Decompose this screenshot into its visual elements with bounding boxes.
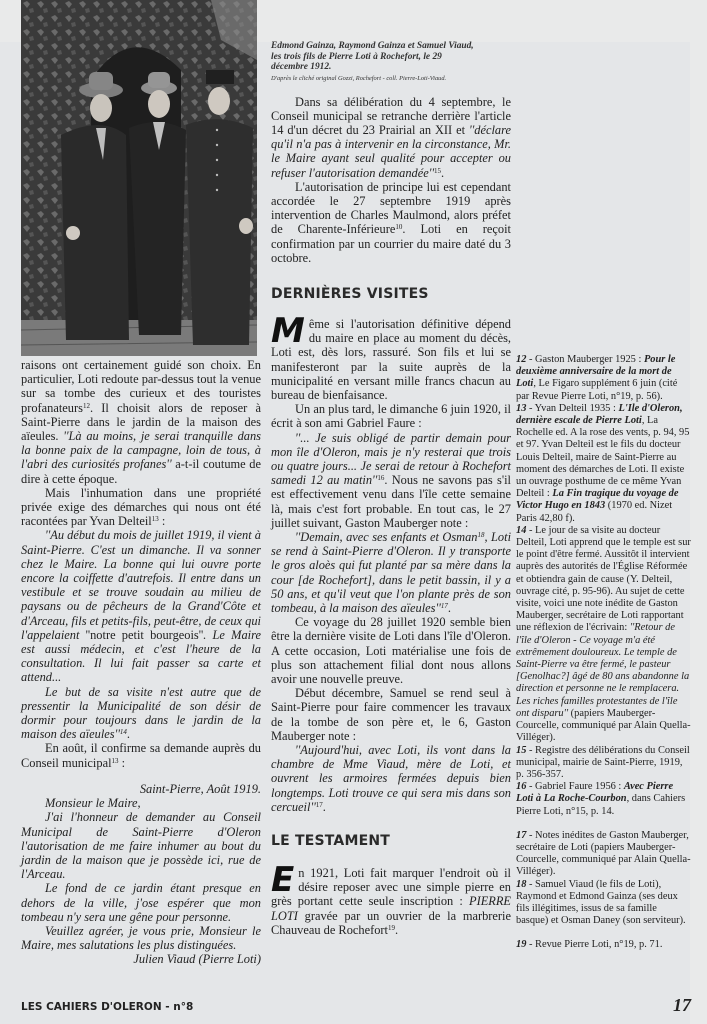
footnote-ref: 12 (82, 401, 90, 410)
footnote-18 (516, 879, 691, 928)
footnote-ref: 19 (387, 923, 395, 932)
footnote-15 (516, 745, 691, 782)
footnote-13 (516, 403, 691, 525)
quote: , Loti se rend à Saint-Pierre d'Oleron. Il y transporte le gros aloès qui fut planté par sa mère dans la cour [de Rochefort], dans le petit bassin, il y a 50 ans, et qu'il veut que l'on plante près de son tombeau, à la maison des aïeules'' (271, 529, 512, 615)
paragraph (271, 180, 511, 265)
letter-signature: Julien Viaud (Pierre Loti) (133, 952, 261, 967)
quote: ''Aujourd'hui, avec Loti, ils vont dans la chambre de Mme Viaud, mère de Loti, et ouvrent les armoires fermées depuis bien longtemps. Loti trouve ce qui sera mis dans son cercueil'' (271, 743, 511, 814)
footnote-number: 12 (516, 354, 527, 365)
text: a-t-il coutume de dire à cette époque. (21, 457, 261, 486)
footnote-text: - Notes inédites de Gaston Mauberger, secrétaire de Loti (papiers Mauberger-Courcelle, communiqué par Alain Quella-Villéger). (516, 829, 691, 878)
paragraph (21, 685, 261, 742)
quote: ''déclare qu'il n'a pas à intervenir en la circonstance, Mr. le Maire ayant seul qualité pour accepter ou refuser l'autorisation demandée'' (271, 122, 511, 180)
text: : (158, 514, 166, 529)
letter-paragraph: Veuillez agréer, je vous prie, Monsieur le Maire, mes salutations les plus distinguées. (21, 923, 261, 953)
footnote-number: 14 (516, 524, 527, 536)
footnote-text: , La Rochelle ed. A la rose des vents, p. 94, 95 et 97. Yvan Delteil est le fils du docteur Louis Delteil, maire de Saint-Pierre au moment des démarches de Loti. Il existe un ouvrage posthume de ce même Yvan Delteil : (516, 415, 690, 500)
middle-column (271, 41, 511, 937)
text: Mais l'inhumation dans une propriété privée exige des démarches qui nous ont été racontées par Yvan Delteil (21, 485, 261, 529)
footnote-text: - Registre des délibérations du Conseil municipal, mairie de Saint-Pierre, 1919, p. 356-357. (516, 744, 690, 780)
footnote-ref: 17 (315, 800, 323, 809)
section-heading-dernieres-visites: DERNIÈRES VISITES (271, 285, 429, 302)
paragraph (21, 358, 261, 486)
page-number: 17 (673, 995, 691, 1015)
footnote-ref: 16 (377, 474, 385, 483)
paragraph (271, 530, 511, 615)
inscription: PIERRE LOTI (271, 894, 511, 923)
left-column (21, 358, 261, 967)
paragraph (21, 486, 261, 529)
caption-title: Edmond Gainza, Raymond Gainza et Samuel Viaud, les trois fils de Pierre Loti à Rochefort, le 29 décembre 1912. (271, 41, 474, 72)
footnote-title: Pour le deuxième anniversaire de la mort de Loti (516, 354, 676, 390)
text: . (441, 165, 445, 180)
paragraph (271, 95, 511, 180)
photo-three-men-icon (21, 0, 257, 356)
footnote-text: , dans Cahiers Pierre Loti, n°15, p. 14. (516, 793, 686, 817)
quote: ''... Je suis obligé de partir demain pour mon île d'Oleron, mais je n'y resterai que trois ou quatre jours... Je serai de retour à Rochefort samedi 12 au matin'' (271, 430, 511, 488)
quote: . Le Maire est aussi médecin, et c'est l'heure de la consultation. Il lui fait passer sa carte et attend... (21, 627, 261, 685)
letter-salutation: Monsieur le Maire, (45, 796, 141, 811)
publication-footer: LES CAHIERS D'OLERON - n°8 (21, 1001, 194, 1013)
footnote-text: - Gabriel Faure 1956 : (526, 781, 624, 793)
footnote-text: (papiers Mauberger-Courcelle, communiqué par Alain Quella-Villéger). (516, 707, 691, 744)
letter-date: Saint-Pierre, Août 1919. (139, 781, 261, 796)
footnote-ref: 13 (111, 756, 119, 765)
footnote-text: (1970 ed. Nizet Paris 42,80 f). (516, 500, 673, 524)
footnote-ref: 15 (434, 166, 442, 175)
quote: ''Là au moins, je serai tranquille dans la bonne paix de la campagne, loin de tous, à l'abri des curiosités profanes'' (21, 429, 261, 472)
paragraph (21, 741, 261, 769)
text: . (394, 922, 399, 937)
text: L'autorisation de principe lui est cependant accordée le 27 septembre 1919 après intervention de Charles Maulmond, alors préfet de Charente-Inférieure (271, 179, 511, 237)
text: . Nous ne savons pas s'il est effectivement venu dans l'île cette semaine là, mais c'est fort probable. En tout cas, le 27 juillet suivant, Gaston Mauberger note : (271, 473, 511, 530)
footnote-text: - Le jour de sa visite au docteur Delteil, Loti apprend que le temple est sur le point d'être fermé. Aussitôt il intervient auprès des autorités de l'Église Réformée et obtiendra gain de cause (Y. Delteil, ouvrage cité, p. 95-96). Au sujet de cette visite, voici une note inédite de Gaston Mauberger, secrétaire de Loti rapportant une réflexion de l'écrivain: (516, 524, 691, 634)
footnote-ref: 14 (119, 728, 127, 737)
footnote-ref: 17 (440, 602, 448, 610)
paragraph (271, 310, 511, 402)
footnote-text: - Samuel Viaud (le fils de Loti), Raymond et Edmond Gainza (ses deux fils illégitimes, issus de sa famille basque) et Osman Daney (son serviteur). (516, 878, 686, 927)
footnote-title: L'Ile d'Oleron, dernière escale de Pierre Loti (516, 402, 683, 427)
paragraph (271, 860, 511, 937)
paragraph: Un an plus tard, le dimanche 6 juin 1920, il écrit à son ami Gabriel Faure : (271, 402, 511, 431)
footnote-17 (516, 830, 691, 879)
footnote-number: 13 (516, 402, 527, 414)
text: . (447, 601, 451, 615)
paragraph: Ce voyage du 28 juillet 1920 semble bien être la dernière visite de Loti dans l'île d'Oleron. A cette occasion, Loti matérialise une fois de plus son attachement filial dont nous allons avoir une nouvelle preuve. (271, 615, 511, 687)
drop-cap: M (271, 310, 305, 351)
paragraph (271, 743, 511, 814)
text: : (118, 755, 126, 770)
paragraph (271, 431, 511, 530)
footnote-ref: 18 (477, 530, 485, 539)
photo-three-sons (21, 0, 257, 356)
footnote-number: 19 (516, 939, 527, 951)
paragraph: Début décembre, Samuel se rend seul à Saint-Pierre pour faire commencer les travaux de la tombe de son père et, le 6, Gaston Mauberger note : (271, 686, 511, 743)
footnote-ref: 13 (151, 515, 159, 524)
text: ême si l'autorisation définitive dépend du maire en place au moment du décès, Loti est, dès lors, rassuré. Son fils et lui se manifesteront par la suite auprès de la municipalité en versant mille francs chacun au bureau de bienfaisance. (271, 316, 511, 402)
text: Dans sa délibération du 4 septembre, le Conseil municipal se retranche derrière l'article 14 d'un décret du 23 Prairial an XII et (271, 94, 511, 137)
text: . Loti en reçoit confirmation par un courrier du maire daté du 3 octobre. (271, 222, 511, 265)
footnote-12 (516, 354, 691, 403)
caption-credit: D'après le cliché original Gozzi, Rochefort - coll. Pierre-Loti-Viaud. (271, 74, 447, 82)
section-heading-le-testament: LE TESTAMENT (271, 833, 391, 850)
quote: Le but de sa visite n'est autre que de pressentir la Municipalité de son désir de dormir pour toujours dans le jardin de la maison des aïeules'' (21, 684, 261, 742)
text: En août, il confirme sa demande auprès du Conseil municipal (21, 741, 261, 770)
footnote-text: - Revue Pierre Loti, n°19, p. 71. (526, 939, 663, 951)
footnote-text: , Le Figaro supplément 6 juin (cité par Revue Pierre Loti, n°19, p. 56). (516, 378, 678, 402)
footnote-title: La Fin tragique du voyage de Victor Hugo en 1843 (516, 488, 679, 512)
text: . (126, 727, 131, 742)
text: . (322, 799, 326, 814)
quote: ''Demain, avec ses enfants et Osman (295, 529, 478, 544)
footnote-number: 16 (516, 781, 527, 793)
letter-paragraph: J'ai l'honneur de demander au Conseil Municipal de Saint-Pierre d'Oleron l'autorisation de me faire inhumer au bout du jardin de la maison que je possède ici, rue de l'Arceau. (21, 810, 261, 882)
text: n 1921, Loti fait marquer l'endroit où il désire reposer avec une simple pierre en grès portant cette seule inscription : (271, 866, 511, 909)
footnotes-column (516, 354, 691, 952)
text: gravée par un ouvrier de la marbrerie Chauveau de Rochefort (271, 908, 511, 937)
drop-cap: E (271, 860, 295, 901)
footnote-number: 15 (516, 744, 527, 756)
footnote-16 (516, 781, 691, 818)
footnote-number: 17 (516, 829, 527, 841)
footnote-ref: 10 (395, 223, 403, 232)
text: raisons ont certainement guidé son choix. En particulier, Loti redoute par-dessus tout la venue sur sa tombe des curieux et des touristes profanateurs (21, 358, 261, 415)
paragraph (21, 528, 261, 684)
photo-caption (271, 41, 476, 83)
text: . Il choisit alors de reposer à Saint-Pierre dans le jardin de la maison des aïeules. (21, 400, 261, 444)
footnote-number: 18 (516, 878, 527, 890)
quote-roman: ''notre petit bourgeois'' (85, 627, 204, 642)
footnote-14 (516, 525, 691, 745)
footnote-text: - Yvan Delteil 1935 : (526, 402, 619, 414)
footnote-title: ''Retour de l'île d'Oleron - Ce voyage m'a été extrêmement douloureux. Le temple de Saint-Pierre va être fermé, le pasteur [Genolhac?] âgé de 80 ans abandonne la direction et personne ne le remplacera. Les riches familles protestantes de l'île ont disparu'' (516, 622, 690, 719)
footnote-19 (516, 939, 691, 951)
letter-paragraph: Le fond de ce jardin étant presque en dehors de la ville, j'ose espérer que mon tombeau n'y sera une gêne pour personne. (21, 881, 261, 924)
footnote-title: Avec Pierre Loti à La Roche-Courbon (516, 781, 674, 805)
footnote-text: - Gaston Mauberger 1925 : (526, 354, 644, 365)
quote: ''Au début du mois de juillet 1919, il vient à Saint-Pierre. C'est un dimanche. Il va sonner chez le Maire. La bonne qui lui ouvre porte encore la coiffette d'autrefois. Il entre dans un vestibule et se trouve soudain au milieu de paysans ou de pêcheurs de la Grand'Côte et d'Arceau, fils et petits-fils, peut-être, de ceux qui l'appelaient (21, 528, 261, 642)
